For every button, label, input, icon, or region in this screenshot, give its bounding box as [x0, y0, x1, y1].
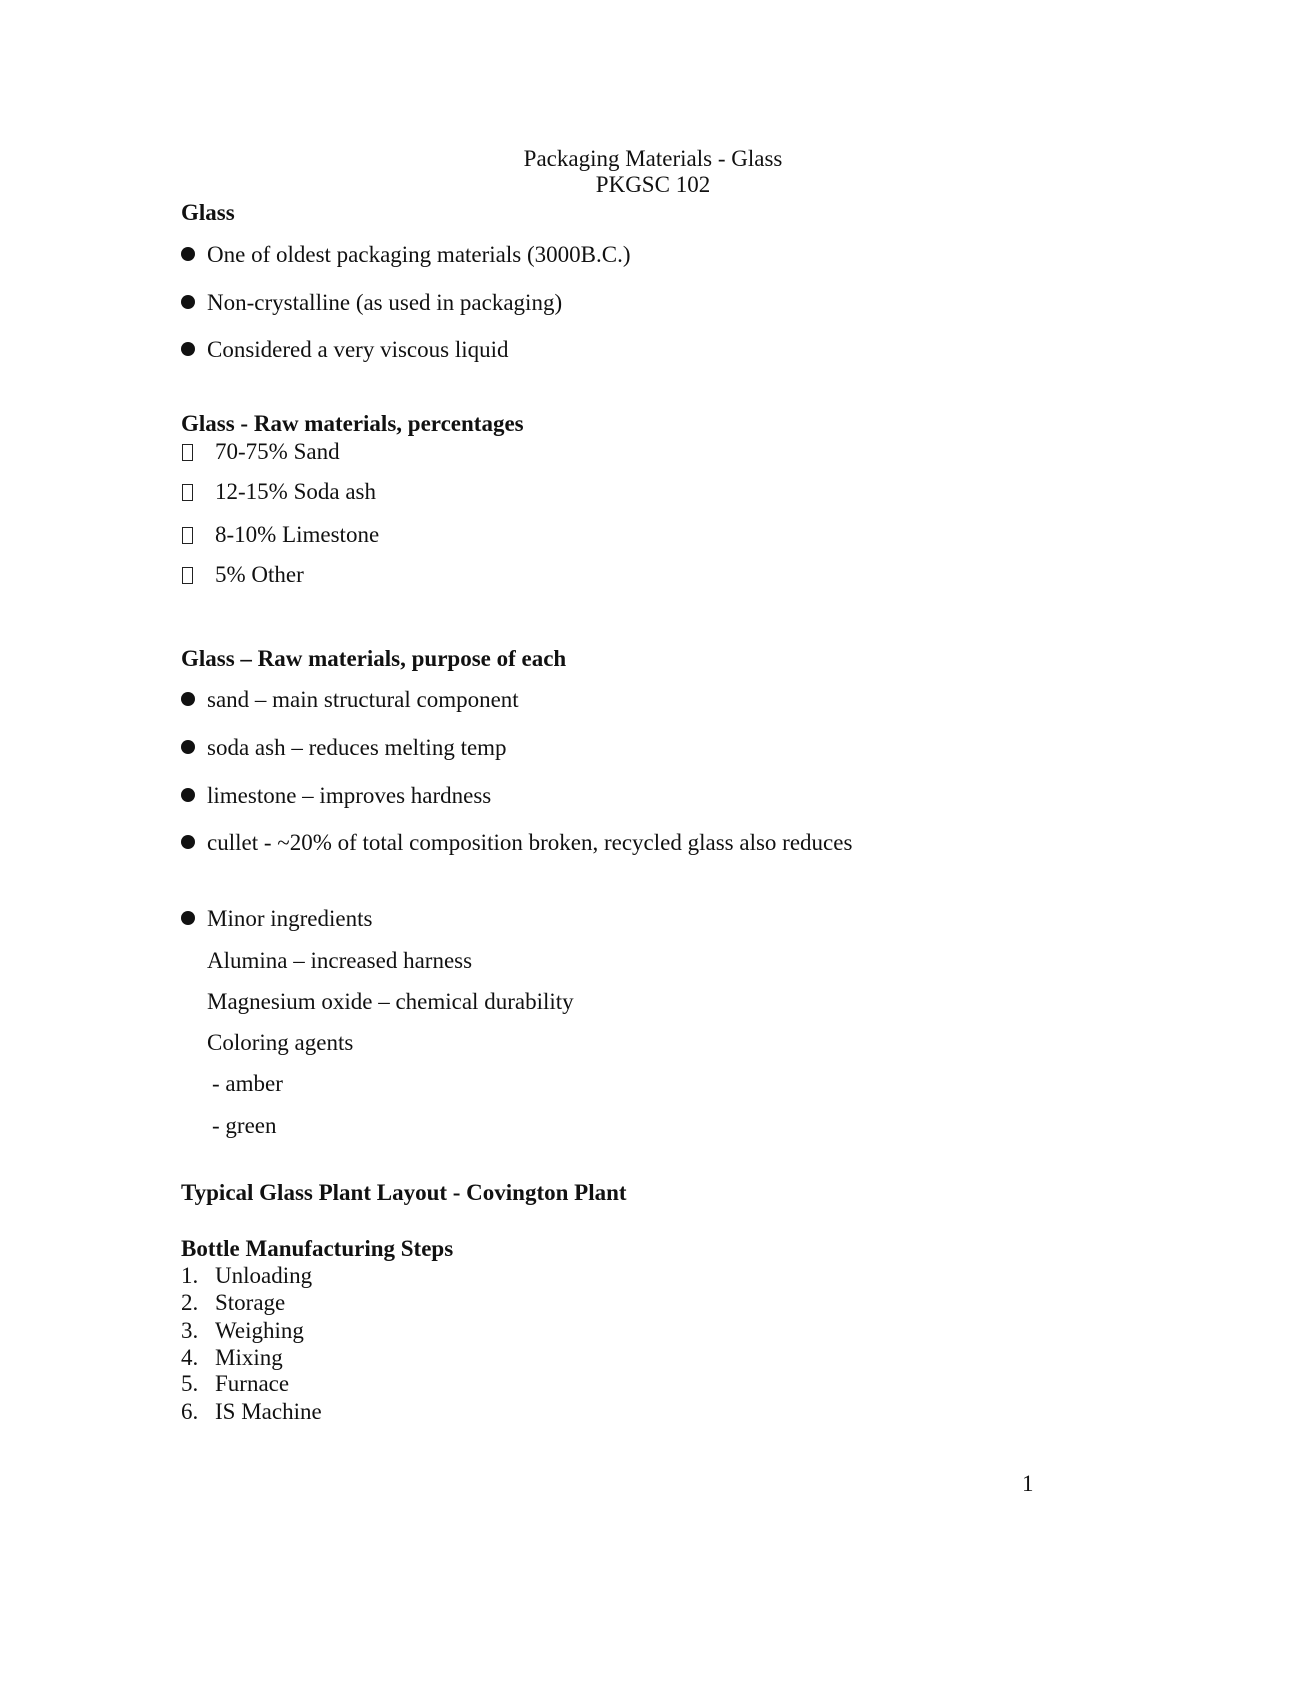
bullet-icon [181, 247, 195, 261]
bullet-icon [181, 740, 195, 754]
sub-item: - amber [212, 1071, 283, 1096]
section-heading-plant-layout: Typical Glass Plant Layout - Covington Plant [181, 1180, 627, 1205]
step-item: Mixing [215, 1345, 283, 1370]
step-item: IS Machine [215, 1399, 322, 1424]
step-item: Unloading [215, 1263, 313, 1288]
sub-item: Alumina – increased harness [207, 948, 473, 973]
square-bullet-icon [182, 527, 193, 544]
section-heading-glass: Glass [181, 200, 235, 225]
course-code: PKGSC 102 [595, 172, 711, 197]
list-item: limestone – improves hardness [207, 783, 492, 808]
list-item: 12-15% Soda ash [215, 479, 376, 504]
step-item: Weighing [215, 1318, 304, 1343]
list-item: Considered a very viscous liquid [207, 337, 509, 362]
list-item: soda ash – reduces melting temp [207, 735, 507, 760]
sub-item: Magnesium oxide – chemical durability [207, 989, 574, 1014]
step-item: Furnace [215, 1371, 290, 1396]
bullet-icon [181, 788, 195, 802]
square-bullet-icon [182, 484, 193, 501]
sub-item: - green [212, 1113, 277, 1138]
step-number: 4. [181, 1345, 199, 1370]
step-number: 5. [181, 1371, 199, 1396]
list-item: 5% Other [215, 562, 304, 587]
list-item: 70-75% Sand [215, 439, 340, 464]
step-number: 6. [181, 1399, 199, 1424]
list-item: sand – main structural component [207, 687, 519, 712]
step-item: Storage [215, 1290, 286, 1315]
step-number: 3. [181, 1318, 199, 1343]
section-heading-raw-percentages: Glass - Raw materials, percentages [181, 411, 524, 436]
bullet-icon [181, 835, 195, 849]
bullet-icon [181, 295, 195, 309]
section-heading-raw-purpose: Glass – Raw materials, purpose of each [181, 646, 567, 671]
bullet-icon [181, 342, 195, 356]
square-bullet-icon [182, 444, 193, 461]
list-item-minor-ingredients: Minor ingredients [207, 906, 373, 931]
step-number: 2. [181, 1290, 199, 1315]
document-title: Packaging Materials - Glass [523, 146, 783, 171]
step-number: 1. [181, 1263, 199, 1288]
list-item: 8-10% Limestone [215, 522, 380, 547]
list-item: Non-crystalline (as used in packaging) [207, 290, 563, 315]
list-item: One of oldest packaging materials (3000B.C.) [207, 242, 631, 267]
bullet-icon [181, 692, 195, 706]
bullet-icon [181, 911, 195, 925]
list-item: cullet - ~20% of total composition broken, recycled glass also reduces [207, 830, 853, 855]
square-bullet-icon [182, 567, 193, 584]
sub-item: Coloring agents [207, 1030, 354, 1055]
section-heading-bottle-steps: Bottle Manufacturing Steps [181, 1236, 454, 1261]
page-number: 1 [1022, 1471, 1034, 1496]
